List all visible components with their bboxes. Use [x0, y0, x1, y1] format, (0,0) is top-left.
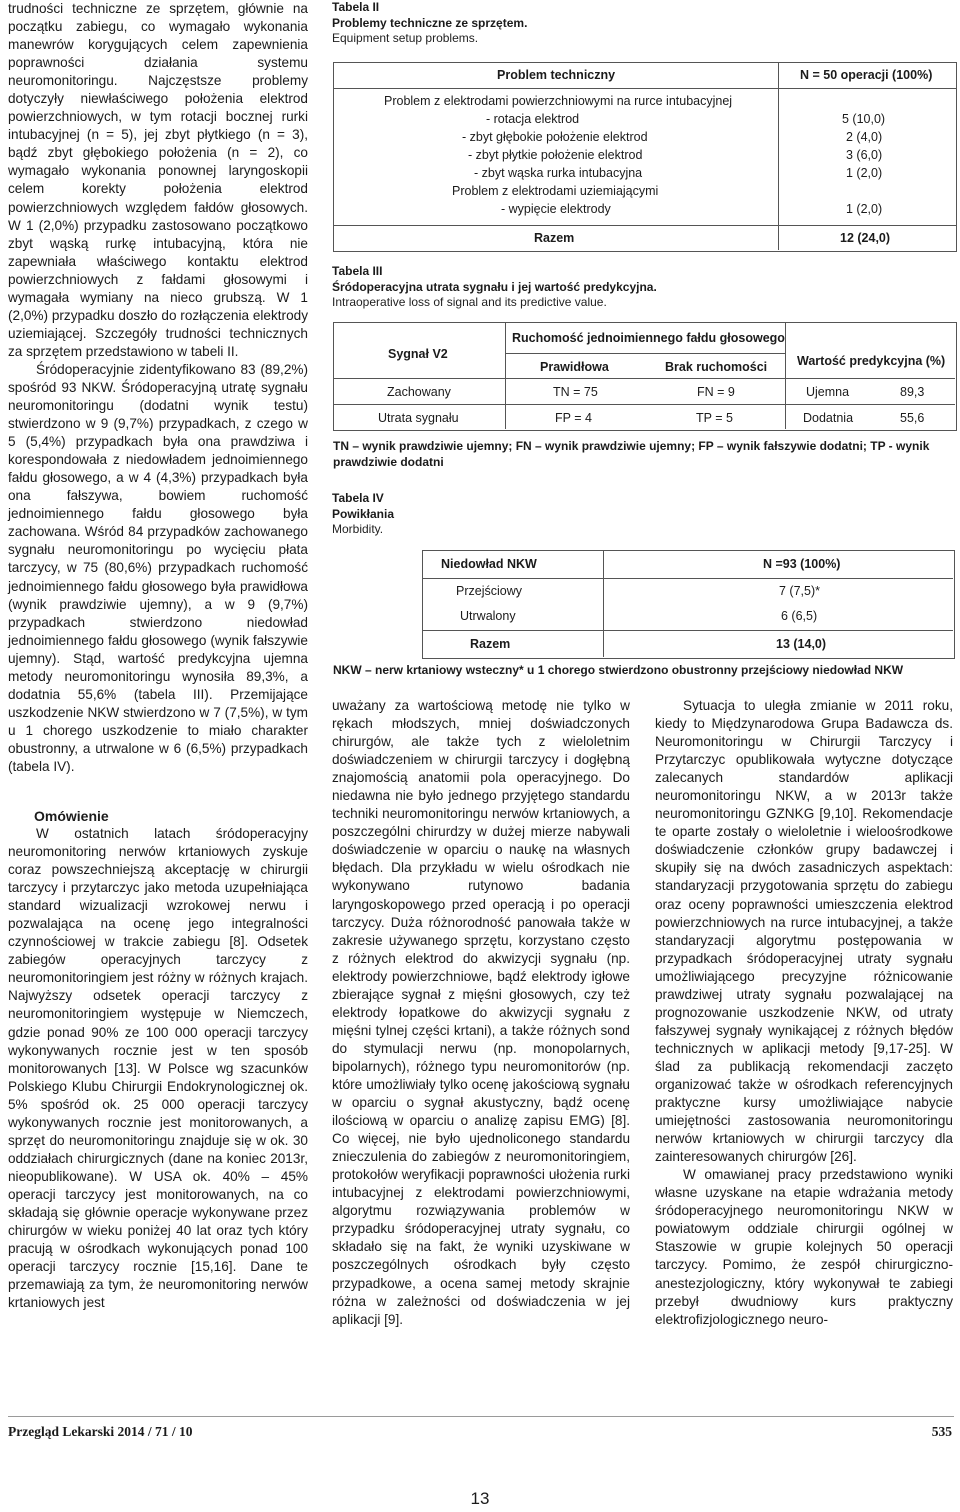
table-3-head-value: Wartość predykcyjna (%): [797, 354, 946, 368]
left-paragraph-3: W ostatnich latach śródoperacyjny neuromonitoring nerwów krtaniowych zyskuje coraz powszechniejszą akceptację w chirurgii tarczycy i przytarczyc jako metoda uzupełniająca standard wizualizacji wzrokowej nerwu i pozwalająca na ocenę jego integralności czynnościowej w trakcie zabiegu [8]. Odsetek zabiegów operacyjnych tarczycy z neuromonitoringiem jest różny w różnych krajach. Najwyższy odsetek operacji tarczycy z neuromonitoringiem występuje w Niemczech, gdzie ponad 90% ze 100 000 operacji tarczycy wykonywanych rocznie jest w ten sposób monitorowanych [13]. W Polsce wg szacunków Polskiego Klubu Chirurgii Endokrynologicznej ok. 5% spośród ok. 25 000 operacji tarczycy wykonywanych rocznie jest monitorowanych, a sprzęt do neuromonitoringu znajduje się w ok. 30 oddziałach chirurgicznych (dane na koniec 2013r, nieopublikowane). W USA ok. 40% – 45% operacji tarczycy jest monitorowanych, na co składają się głównie operacje wykonywane przez chirurgów w wieku poniżej 40 lat oraz tych który pracują w ośrodkach wykonujących ponad 100 operacji tarczycy rocznie [15,16]. Dane te przemawiają za tym, że neuromonitoring nerwów krtaniowych jest: [8, 826, 308, 1311]
table-4-cell: Utrwalony: [460, 609, 516, 623]
table-3-cell: 89,3: [900, 385, 925, 399]
left-paragraph-2: Śródoperacyjnie zidentyfikowano 83 (89,2%) spośród 93 NKW. Śródoperacyjną utratę sygnału neuromonitoringu (dodatni wynik testu) stwierdzono w 9 (9,7%) przypadkach, z czego w 5 (5,4%) przypadkach była ona prawdziwa i korespondowała z niedowładem jednoimiennego fałdu głosowego, a w 4 (4,3%) przypadkach była ona fałszywa, bowiem ruchomość jednoimiennego fałdu głosowego była zachowana. Wśród 84 przypadków zachowanego sygnału neuromonitoringu po wycięciu płata tarczycy, w 75 (80,6%) przypadkach ruchomość jednoimiennego fałdu głosowego była prawidłowa (wynik prawdziwie ujemny), a w 9 (9,7%) przypadkach stwierdzono niedowład jednoimiennego fałdu głosowego (wynik fałszywie ujemny). Stąd, wartość predykcyjna ujemna metody neuromonitoringu wynosiła 89,3%, a dodatnia 55,6% (tabela III). Przemijające uszkodzenie NKW stwierdzono w 7 (7,5%), w tym u 1 chorego uszkodzenie to miało charakter obustronny, a utrwalone w 6 (6,5%) przypadkach (tabela IV).: [8, 361, 308, 774]
table-4-title: Powikłania: [332, 506, 395, 521]
table-2-head-problem: Problem techniczny: [497, 68, 616, 82]
table-3-caption: [332, 264, 956, 311]
table-4-cell: Przejściowy: [456, 584, 522, 598]
table-4-caption: [332, 491, 956, 538]
table-2-label: Tabela II: [332, 0, 380, 14]
journal-citation: Przegląd Lekarski 2014 / 71 / 10: [8, 1424, 193, 1439]
table-3-head-none: Brak ruchomości: [665, 360, 768, 374]
table-3-cell: Utrata sygnału: [378, 411, 459, 425]
table-3-cell: 55,6: [900, 411, 925, 425]
table-4-cell: 6 (6,5): [781, 609, 818, 623]
journal-page-number: 535: [931, 1424, 952, 1439]
table-row: - zbyt wąska rurka intubacyjna 1 (2,0): [474, 166, 883, 180]
table-2-header: [334, 63, 956, 89]
table-row: - zbyt płytkie położenie elektrod 3 (6,0): [468, 148, 883, 162]
table-4-head-paresis: Niedowład NKW: [441, 557, 537, 571]
table-3-cell: Zachowany: [387, 385, 451, 399]
table-3: [333, 322, 957, 431]
table-2: [333, 62, 957, 252]
right-paragraph-1: Sytuacja to uległa zmianie w 2011 roku, kiedy to Międzynarodowa Grupa Badawcza ds. Neuromonitoringu w Chirurgii Tarczycy i Przytarczyc opublikowała wytyczne dotyczące zalecanych standardów aplikacji neuromonitoringu NKW, a w 2013r także neuromonitoringu GZNKG [9,10]. Rekomendacje te oparte zostały o wieloletnie i wieloośrodkowe doświadczenie członków grupy badawczej i skupiły się na dwóch zasadniczych aspektach: standaryzacji przygotowania sprzętu do zabiegu oraz oceny poprawności umieszczenia elektrod powierzchniowych na rurce intubacyjnej, a także standaryzacji algorytmu postępowania w przypadkach śródoperacyjnej utraty sygnału umożliwiającego precyzyjne różnicowanie prawdziwej utraty sygnału pozwalającej na prognozowanie uszkodzenie NKW, od utraty fałszywej sygnały wynikającej z różnych błędów technicznych w aplikacji metody [9,17-25]. W ślad za publikacją rekomendacji zaczęto organizować także w ośrodkach referencyjnych praktyczne kursy umożliwiające nabycie umiejętności zastosowania neuromonitoringu nerwów krtaniowych w chirurgii tarczycy dla zainteresowanych chirurgów [26].: [655, 698, 953, 1165]
table-3-title: Śródoperacyjna utrata sygnału i jej wartość predykcyjna.: [332, 279, 657, 294]
table-row: Problem z elektrodami uziemiającymi: [452, 184, 659, 198]
left-paragraph-1: trudności techniczne ze sprzętem, głównie na początku zabiegu, co wymagało wykonania manewrów korygujących celem zapewnienia poprawności działania systemu neuromonitoringu. Najczęstsze problemy dotyczyły niewłaściwego położenia elektrod powierzchniowych, w tym rotacji bocznej rurki intubacyjnej (n = 5), jej zbyt płytkiego (n = 3), bądź zbyt głębokiego położenia (n = 2), co wymagało wykonania ponownej laryngoskopii celem korekty położenia elektrod powierzchniowych względem fałdów głosowych. W 1 (2,0%) przypadku zastosowano początkowo zbyt wąską rurkę intubacyjną, która nie zapewniała właściwego kontaktu elektrod powierzchniowych z fałdami głosowymi i wymagała wymiany na nieco grubszą. W 1 (2,0%) przypadku doszło do rozłączenia elektrody uziemiającej. Szczegóły trudności technicznych za sprzętem przedstawiono w tabeli II.: [8, 1, 308, 359]
table-row: - wypięcie elektrody 1 (2,0): [501, 202, 883, 216]
table-2-title: Problemy techniczne ze sprzętem.: [332, 15, 528, 30]
table-4-label: Tabela IV: [332, 491, 384, 505]
table-2-total-value: 12 (24,0): [840, 231, 891, 245]
table-3-cell: FP = 4: [555, 411, 592, 425]
table-3-head-group: Ruchomość jednoimiennego fałdu głosowego: [512, 331, 785, 345]
table-row: - rotacja elektrod 5 (10,0): [486, 112, 886, 126]
sheet-number: 13: [470, 1489, 490, 1508]
table-4: [422, 550, 955, 659]
table-3-head-signal: Sygnał V2: [388, 347, 448, 361]
middle-paragraph-1: uważany za wartościową metodę nie tylko w rękach młodszych, mniej doświadczonych chirurgów, ale także tych z wieloletnim doświadczeniem w chirurgii tarczycy i dogłębną znajomością anatomii pola operacyjnego. Do niedawna nie było jednego przyjętego standardu techniki neuromonitoringu nerwów krtaniowych, a poszczególni chirurdzy w dużej mierze nabywali doświadczenie w oparciu o naukę na własnych błędach. Dla przykładu w wielu ośrodkach nie wykonywano rutynowo badania laryngoskopowego przed operacją i po operacji tarczycy. Duża różnorodność panowała także w zakresie używanego sprzętu, korzystano często z różnych elektrod do akwizycji sygnału (np. elektrody powierzchniowe, bądź elektrody igłowe zbierające sygnał z mięśni głosowych, czy też elektrody łopatkowe do akwizycji sygnału z mięśni tylnej części krtani), a także różnych sond do stymulacji nerwu (np. monopolarnych, bipolarnych), różnego typu neuromonitorów (np. które umożliwiały tylko ocenę jakościową sygnału w oparciu o sygnał akustyczny, bądź ocenę ilościową w oparciu o analizę zapisu EMG) [8]. Co więcej, nie było ujednoliconego standardu znieczulenia do zabiegów z neuromonitoringiem, protokołów weryfikacji poprawności ułożenia rurki intubacyjnej z elektrodami powierzchniowymi, algorytmu rozwiązywania problemów w przypadku śródoperacyjnej utraty sygnału, co składało się na fakt, że wyniki uzyskiwane w poszczególnych ośrodkach były często przypadkowe, a ocena samej metody skrajnie różna w zależności od doświadczenia w jej aplikacji [9].: [332, 698, 630, 1327]
table-4-head-count: N =93 (100%): [763, 557, 841, 571]
table-4-cell: 7 (7,5)*: [779, 584, 820, 598]
table-3-head-normal: Prawidłowa: [540, 360, 609, 374]
section-heading-discussion: Omówienie: [34, 808, 109, 825]
table-2-caption: [332, 0, 956, 47]
table-3-cell: TN = 75: [553, 385, 598, 399]
table-3-label: Tabela III: [332, 264, 383, 278]
table-3-cell: FN = 9: [697, 385, 735, 399]
table-2-title-en: Equipment setup problems.: [332, 31, 479, 45]
table-3-cell: Ujemna: [806, 385, 850, 399]
table-4-title-en: Morbidity.: [332, 522, 384, 536]
table-2-total-label: Razem: [534, 231, 575, 245]
footer-rule: [8, 1416, 954, 1417]
table-3-cell: TP = 5: [696, 411, 733, 425]
middle-column: [332, 697, 630, 1329]
table-4-note: NKW – nerw krtaniowy wsteczny* u 1 chorego stwierdzono obustronny przejściowy niedowład NKW: [333, 663, 904, 677]
table-2-head-count: N = 50 operacji (100%): [800, 68, 933, 82]
table-2-footer: [334, 225, 956, 251]
right-paragraph-2: W omawianej pracy przedstawiono wyniki własne uzyskane na etapie wdrażania metody śródoperacyjnego neuromonitoringu NKW w powiatowym oddziale chirurgii ogólnej w Staszowie w grupie kolejnych 50 operacji tarczycy. Pomimo, że zespół chirurgiczno-anestezjologiczny, który wykonywał te zabiegi przebył dwudniowy kurs praktyczny elektrofizjologicznego neuro-: [655, 1167, 953, 1327]
table-3-title-en: Intraoperative loss of signal and its predictive value.: [332, 295, 607, 309]
right-column: [655, 697, 953, 1329]
table-row: Problem z elektrodami powierzchniowymi na rurce intubacyjnej: [384, 94, 733, 108]
table-4-total-value: 13 (14,0): [776, 637, 827, 651]
table-3-cell: Dodatnia: [803, 411, 854, 425]
table-4-total-label: Razem: [470, 637, 511, 651]
table-row: - zbyt głębokie położenie elektrod 2 (4,0): [462, 130, 883, 144]
left-column: [8, 0, 308, 1312]
table-3-note: TN – wynik prawdziwie ujemny; FN – wynik prawdziwie ujemny; FP – wynik fałszywie dodatni; TP - wynik prawdziwie dodatni: [333, 439, 930, 469]
